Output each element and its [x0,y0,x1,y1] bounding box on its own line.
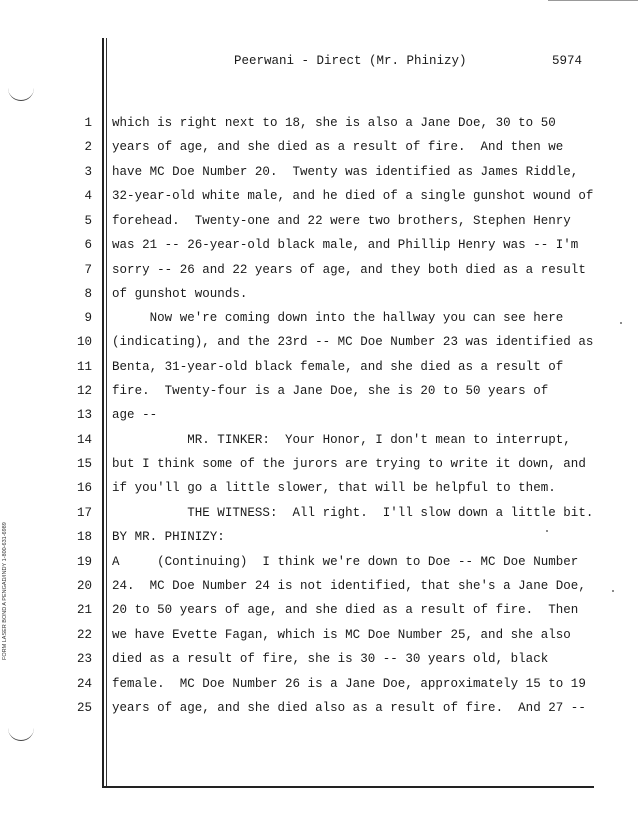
line-number: 22 [76,628,92,642]
line-number: 1 [84,116,92,130]
transcript-line: if you'll go a little slower, that will be helpful to them. [112,481,556,495]
transcript-line: (indicating), and the 23rd -- MC Doe Number 23 was identified as [112,335,594,349]
transcript-line: Benta, 31-year-old black female, and she died as a result of [112,360,564,374]
punch-hole-mark-bottom [8,726,34,741]
top-edge-rule [548,0,638,1]
scan-speck [612,590,614,592]
line-number: 24 [76,677,92,691]
line-number: 14 [76,433,92,447]
transcript-line: years of age, and she died also as a result of fire. And 27 -- [112,701,586,715]
scan-speck [546,530,548,532]
line-number: 7 [84,263,92,277]
line-number: 19 [76,555,92,569]
transcript-line: sorry -- 26 and 22 years of age, and they both died as a result [112,263,586,277]
line-number: 15 [76,457,92,471]
transcript-line: of gunshot wounds. [112,287,248,301]
transcript-line: forehead. Twenty-one and 22 were two brothers, Stephen Henry [112,214,571,228]
line-number: 25 [76,701,92,715]
line-number: 20 [76,579,92,593]
transcript-line: years of age, and she died as a result of fire. And then we [112,140,564,154]
line-number: 6 [84,238,92,252]
transcript-line: but I think some of the jurors are trying to write it down, and [112,457,586,471]
scan-speck [620,322,622,324]
line-number: 17 [76,506,92,520]
line-number: 3 [84,165,92,179]
line-number: 18 [76,530,92,544]
page-number: 5974 [552,54,583,68]
transcript-line: Now we're coming down into the hallway you can see here [112,311,564,325]
transcript-line: 32-year-old white male, and he died of a single gunshot wound of [112,189,594,203]
line-number: 10 [76,335,92,349]
line-number: 23 [76,652,92,666]
transcript-line: age -- [112,408,158,422]
line-number: 21 [76,603,92,617]
transcript-line: THE WITNESS: All right. I'll slow down a little bit. [112,506,594,520]
transcript-line: 24. MC Doe Number 24 is not identified, that she's a Jane Doe, [112,579,586,593]
line-number: 4 [84,189,92,203]
transcript-line: which is right next to 18, she is also a Jane Doe, 30 to 50 [112,116,556,130]
line-number: 12 [76,384,92,398]
transcript-line: have MC Doe Number 20. Twenty was identified as James Riddle, [112,165,579,179]
transcript-line: A (Continuing) I think we're down to Doe -- MC Doe Number [112,555,579,569]
form-stamp: FORM LASER BOND A PENGAD/INDY 1-800-631-6989 [2,522,8,660]
transcript-line: BY MR. PHINIZY: [112,530,225,544]
transcript-line: was 21 -- 26-year-old black male, and Phillip Henry was -- I'm [112,238,579,252]
line-number: 5 [84,214,92,228]
transcript-line: died as a result of fire, she is 30 -- 30 years old, black [112,652,549,666]
transcript-line: 20 to 50 years of age, and she died as a result of fire. Then [112,603,579,617]
line-number: 13 [76,408,92,422]
transcript-line: female. MC Doe Number 26 is a Jane Doe, approximately 15 to 19 [112,677,586,691]
punch-hole-mark-top [8,86,34,101]
line-number: 8 [84,287,92,301]
page-title: Peerwani - Direct (Mr. Phinizy) [234,54,467,68]
line-number: 9 [84,311,92,325]
margin-rule [106,38,107,786]
transcript-line: we have Evette Fagan, which is MC Doe Number 25, and she also [112,628,571,642]
line-number: 16 [76,481,92,495]
transcript-line: MR. TINKER: Your Honor, I don't mean to interrupt, [112,433,571,447]
transcript-line: fire. Twenty-four is a Jane Doe, she is 20 to 50 years of [112,384,549,398]
line-number: 2 [84,140,92,154]
line-number: 11 [76,360,92,374]
